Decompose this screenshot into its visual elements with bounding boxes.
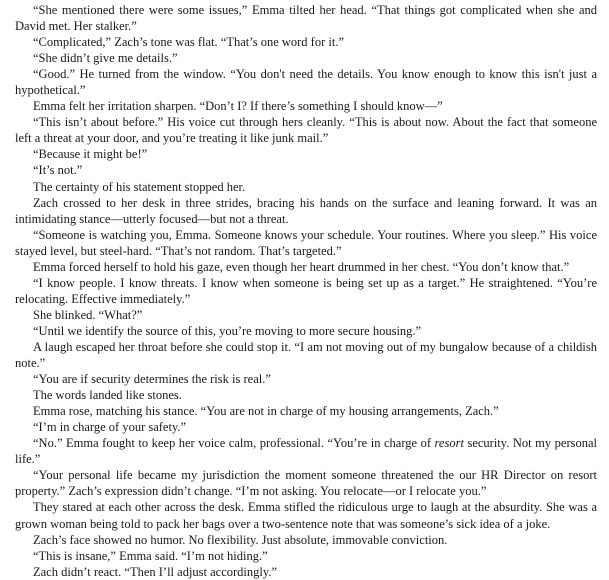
paragraph: The words landed like stones.	[33, 388, 182, 403]
paragraph: A laugh escaped her throat before she could stop it. “I am not moving out of my bungalow because of a childish note.”	[15, 339, 597, 371]
paragraph: “This isn’t about before.” His voice cut through hers cleanly. “This is about now. About the fact that someone left a threat at your door, and you’re treating it like junk mail.”	[15, 115, 597, 146]
paragraph: “Someone is watching you, Emma. Someone knows your schedule. Your routines. Where you sleep.” His voice stayed level, but steel-hard. “That’s not random. That’s targeted.”	[15, 227, 597, 258]
paragraph: “I know people. I know threats. I know when someone is being set up as a target.” He straightened. “You’re relocating. Effective immediately.”	[15, 275, 597, 306]
paragraph: “It’s not.”	[33, 163, 83, 178]
paragraph: “She mentioned there were some issues,” Emma tilted her head. “That things got complicated when she and David met. Her stalker.”	[15, 3, 597, 34]
paragraph: Zach crossed to her desk in three strides, bracing his hands on the surface and leaning forward. It was an intimidating stance—utterly focused—but not a threat.	[15, 195, 597, 226]
paragraph: The certainty of his statement stopped her.	[33, 179, 246, 194]
paragraph: “Complicated,” Zach’s tone was flat. “That’s one word for it.”	[33, 35, 345, 50]
paragraph-text: “No.” Emma fought to keep her voice calm, professional. “You’re in charge of	[33, 436, 435, 451]
paragraph: “Your personal life became my jurisdiction the moment someone threatened the our HR Director on resort property.” Zach’s expression didn’t change. “I’m not asking. You relocate—or I relocate you.”	[15, 468, 597, 499]
paragraph	[15, 435, 597, 467]
paragraph: “She didn’t give me details.”	[33, 51, 178, 66]
paragraph: “You are if security determines the risk is real.”	[33, 372, 271, 387]
paragraph: Zach’s face showed no humor. No flexibility. Just absolute, immovable conviction.	[33, 532, 448, 547]
paragraph: “Good.” He turned from the window. “You don't need the details. You know enough to know this isn't just a hypothetical.”	[15, 67, 597, 98]
paragraph: Emma felt her irritation sharpen. “Don’t I? If there’s something I should know—”	[33, 99, 443, 114]
paragraph: “Because it might be!”	[33, 147, 148, 162]
paragraph: “This is insane,” Emma said. “I’m not hiding.”	[33, 548, 268, 563]
paragraph: Zach didn’t react. “Then I’ll adjust accordingly.”	[33, 564, 277, 579]
paragraph: They stared at each other across the desk. Emma stifled the ridiculous urge to laugh at the absurdity. She was a grown woman being told to pack her bags over a two-sentence note that was someone’s sick idea of a joke.	[15, 500, 597, 531]
emphasized-word: resort	[434, 436, 464, 451]
paragraph: Emma forced herself to hold his gaze, even though her heart drummed in her chest. “You don’t know that.”	[33, 259, 570, 274]
paragraph: “I’m in charge of your safety.”	[33, 420, 187, 435]
paragraph: “Until we identify the source of this, you’re moving to more secure housing.”	[33, 323, 422, 338]
paragraph: She blinked. “What?”	[33, 307, 143, 322]
paragraph: Emma rose, matching his stance. “You are not in charge of my housing arrangements, Zach.”	[33, 404, 499, 419]
paragraph-text: security. Not my personal life.”	[15, 436, 597, 467]
